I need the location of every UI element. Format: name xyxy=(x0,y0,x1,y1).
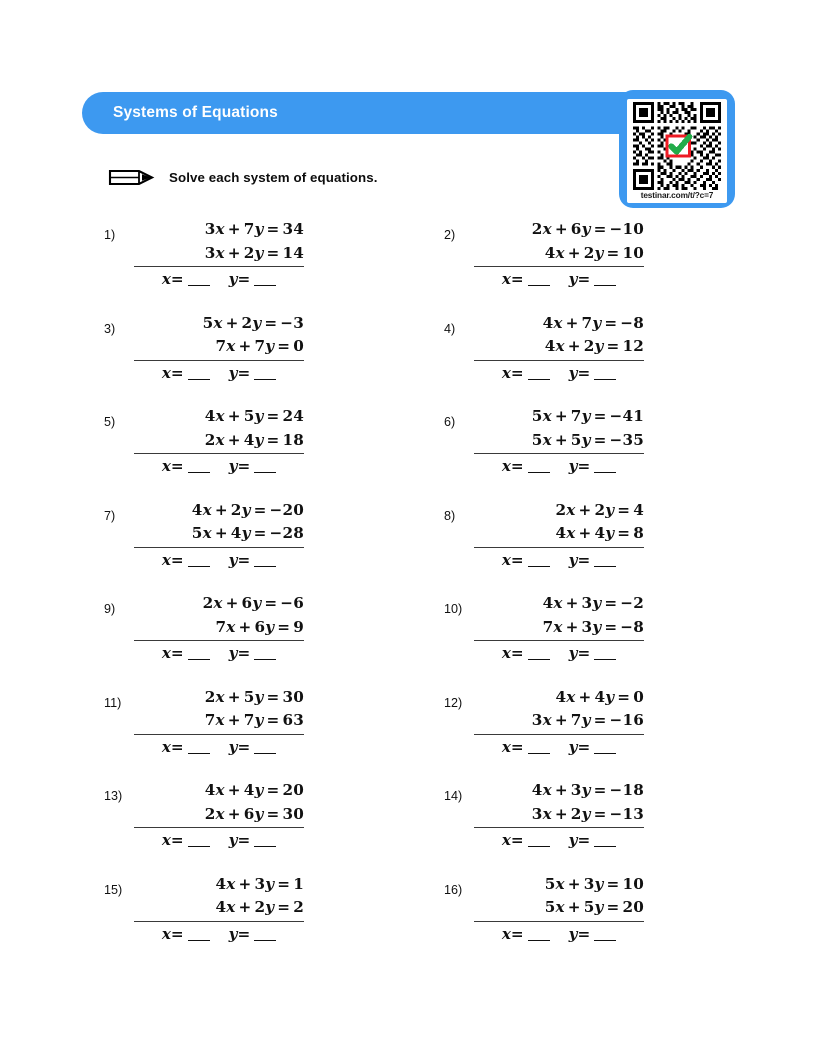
instruction-text: Solve each system of equations. xyxy=(169,170,378,185)
answer-line xyxy=(134,267,304,291)
equation-first: 4x + 3y = −18 xyxy=(531,781,644,799)
answer-line xyxy=(134,828,304,852)
answer-field-y[interactable]: y= xyxy=(569,736,617,759)
answer-line xyxy=(474,454,644,478)
answer-field-y[interactable]: y= xyxy=(569,829,617,852)
problem-item xyxy=(104,405,444,499)
equation-first: 4x + 7y = −8 xyxy=(542,313,644,332)
answer-field-y[interactable]: y= xyxy=(229,268,277,291)
answer-field-y[interactable]: y= xyxy=(229,736,277,759)
problem-number: 16) xyxy=(444,882,463,897)
answer-line xyxy=(474,641,644,665)
problem-item xyxy=(104,686,444,780)
problem-body xyxy=(134,779,304,852)
answer-line xyxy=(474,922,644,946)
equation-second: 5x + 4y = −28 xyxy=(191,524,304,542)
qr-inner xyxy=(627,99,727,203)
problem-body xyxy=(474,405,644,478)
answer-field-x[interactable]: x= xyxy=(502,829,550,852)
equation-first: 4x + 4y = 0 xyxy=(555,687,644,706)
answer-field-y[interactable]: y= xyxy=(229,362,277,385)
equation-second: 7x + 6y = 9 xyxy=(215,617,304,636)
answer-line xyxy=(474,735,644,759)
problem-number: 5) xyxy=(104,415,116,429)
problem-body xyxy=(134,686,304,759)
problem-number: 11) xyxy=(104,695,122,710)
equation-first: 2x + 6y = −6 xyxy=(202,594,304,612)
problem-number: 7) xyxy=(104,508,116,523)
problem-body xyxy=(474,312,644,385)
answer-line xyxy=(134,735,304,759)
equation-first: 4x + 2y = −20 xyxy=(191,500,304,519)
equation-second: 5x + 5y = −35 xyxy=(531,430,644,449)
answer-field-x[interactable]: x= xyxy=(502,549,550,572)
problem-number: 2) xyxy=(444,228,456,242)
answer-line xyxy=(474,828,644,852)
equation-second: 7x + 3y = −8 xyxy=(542,617,644,636)
equation-first: 4x + 4y = 20 xyxy=(204,781,304,799)
equation-first: 2x + 5y = 30 xyxy=(204,687,304,706)
problem-item xyxy=(104,312,444,406)
problem-item xyxy=(104,499,444,593)
problem-item xyxy=(104,873,444,967)
equation-first: 5x + 2y = −3 xyxy=(202,313,304,332)
answer-field-y[interactable]: y= xyxy=(229,549,277,572)
answer-field-x[interactable]: x= xyxy=(162,829,210,852)
problem-body xyxy=(134,218,304,291)
answer-line xyxy=(474,361,644,385)
problem-number: 12) xyxy=(444,695,463,710)
problem-body xyxy=(134,405,304,478)
title-bar xyxy=(82,92,657,134)
answer-field-x[interactable]: x= xyxy=(502,268,550,291)
problem-body xyxy=(474,592,644,665)
problem-item xyxy=(444,218,784,312)
answer-field-y[interactable]: y= xyxy=(569,923,617,946)
problem-body xyxy=(134,873,304,946)
equation-second: 2x + 6y = 30 xyxy=(204,804,304,823)
equation-second: 7x + 7y = 0 xyxy=(215,337,304,355)
equation-first: 2x + 2y = 4 xyxy=(555,500,644,519)
problem-number: 10) xyxy=(444,602,463,616)
answer-line xyxy=(134,361,304,385)
answer-field-x[interactable]: x= xyxy=(502,362,550,385)
problem-item xyxy=(444,686,784,780)
page-title: Systems of Equations xyxy=(113,104,278,121)
problem-item xyxy=(444,312,784,406)
answer-line xyxy=(134,548,304,572)
equation-second: 7x + 7y = 63 xyxy=(204,711,304,729)
qr-code-icon xyxy=(633,102,721,190)
answer-field-x[interactable]: x= xyxy=(502,923,550,946)
answer-field-y[interactable]: y= xyxy=(569,268,617,291)
equation-second: 3x + 7y = −16 xyxy=(531,711,644,729)
problem-body xyxy=(474,873,644,946)
problem-body xyxy=(474,779,644,852)
problems-grid xyxy=(0,218,816,966)
equation-second: 4x + 2y = 12 xyxy=(544,337,644,355)
answer-field-y[interactable]: y= xyxy=(569,362,617,385)
instruction-row xyxy=(108,166,378,189)
equation-second: 4x + 4y = 8 xyxy=(555,524,644,542)
equation-second: 4x + 2y = 10 xyxy=(544,243,644,262)
problem-number: 6) xyxy=(444,415,456,429)
answer-field-x[interactable]: x= xyxy=(162,736,210,759)
problem-number: 3) xyxy=(104,321,116,336)
problem-item xyxy=(444,779,784,873)
answer-field-x[interactable]: x= xyxy=(162,642,210,665)
answer-field-y[interactable]: y= xyxy=(569,455,617,478)
answer-field-y[interactable]: y= xyxy=(229,642,277,665)
answer-field-y[interactable]: y= xyxy=(569,642,617,665)
qr-url-label: testinar.com/t/?c=7 xyxy=(640,190,714,200)
equation-second: 2x + 4y = 18 xyxy=(204,430,304,449)
problem-number: 13) xyxy=(104,789,123,803)
answer-line xyxy=(134,922,304,946)
answer-field-x[interactable]: x= xyxy=(502,736,550,759)
answer-field-x[interactable]: x= xyxy=(162,923,210,946)
answer-field-y[interactable]: y= xyxy=(229,829,277,852)
equation-second: 3x + 2y = −13 xyxy=(531,804,644,823)
answer-field-y[interactable]: y= xyxy=(229,923,277,946)
equation-first: 4x + 3y = 1 xyxy=(215,874,304,893)
answer-field-y[interactable]: y= xyxy=(229,455,277,478)
problem-item xyxy=(444,873,784,967)
problem-item xyxy=(444,592,784,686)
answer-field-x[interactable]: x= xyxy=(162,268,210,291)
problem-number: 14) xyxy=(444,789,463,803)
pencil-icon xyxy=(108,166,160,189)
answer-field-x[interactable]: x= xyxy=(162,455,210,478)
problem-number: 4) xyxy=(444,321,456,336)
equation-first: 4x + 5y = 24 xyxy=(204,407,304,425)
problem-body xyxy=(134,499,304,572)
problem-item xyxy=(104,779,444,873)
worksheet-header xyxy=(0,0,816,215)
answer-field-y[interactable]: y= xyxy=(569,549,617,572)
problem-body xyxy=(474,218,644,291)
equation-second: 5x + 5y = 20 xyxy=(544,898,644,916)
answer-field-x[interactable]: x= xyxy=(162,549,210,572)
problem-body xyxy=(134,592,304,665)
equation-first: 5x + 3y = 10 xyxy=(544,874,644,893)
answer-field-x[interactable]: x= xyxy=(162,362,210,385)
equation-first: 5x + 7y = −41 xyxy=(531,407,644,425)
qr-plate[interactable] xyxy=(619,90,735,208)
answer-line xyxy=(474,267,644,291)
problem-number: 1) xyxy=(104,228,116,242)
problem-number: 8) xyxy=(444,508,456,523)
problem-body xyxy=(474,686,644,759)
problem-item xyxy=(444,499,784,593)
problem-item xyxy=(104,592,444,686)
problem-body xyxy=(474,499,644,572)
equation-first: 2x + 6y = −10 xyxy=(531,220,644,238)
problem-body xyxy=(134,312,304,385)
problem-item xyxy=(104,218,444,312)
equation-first: 4x + 3y = −2 xyxy=(542,594,644,612)
equation-second: 4x + 2y = 2 xyxy=(215,898,304,916)
problem-item xyxy=(444,405,784,499)
answer-line xyxy=(134,454,304,478)
problem-number: 9) xyxy=(104,602,116,616)
equation-first: 3x + 7y = 34 xyxy=(204,220,304,238)
answer-line xyxy=(134,641,304,665)
answer-field-x[interactable]: x= xyxy=(502,642,550,665)
answer-field-x[interactable]: x= xyxy=(502,455,550,478)
equation-second: 3x + 2y = 14 xyxy=(204,243,304,262)
answer-line xyxy=(474,548,644,572)
problem-number: 15) xyxy=(104,882,123,897)
